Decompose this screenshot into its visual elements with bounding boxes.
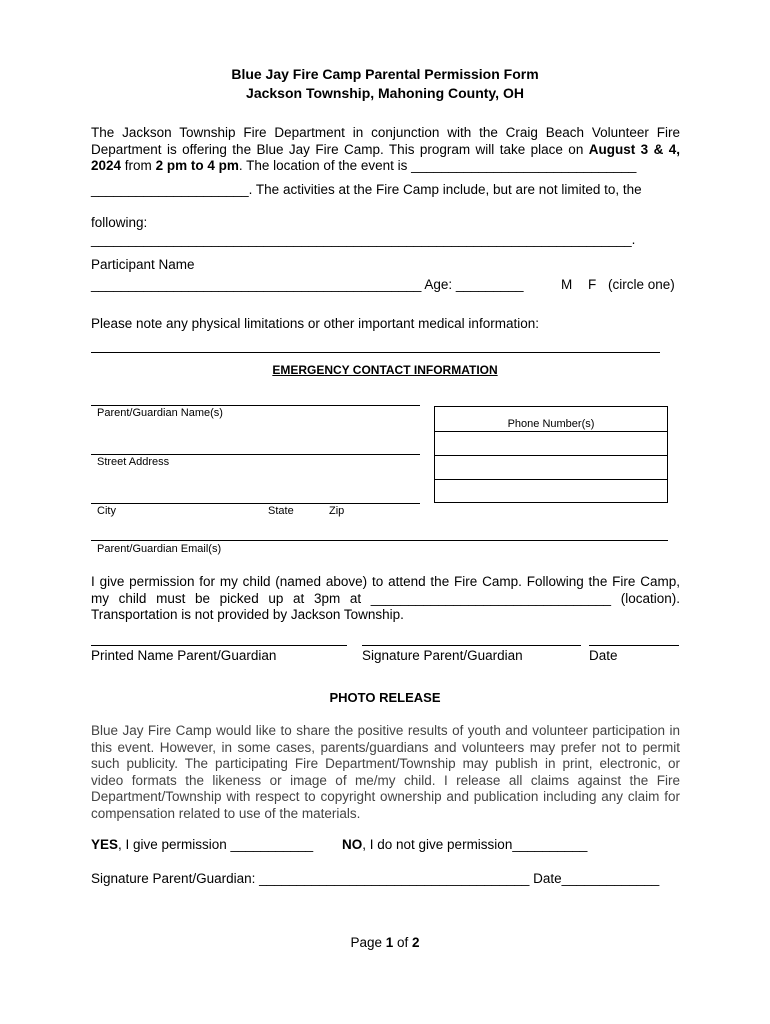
date-line[interactable] [589,645,679,646]
email-line[interactable] [91,540,668,541]
page-footer [0,935,770,950]
intro-line-3[interactable]: following: ________________________________________________________________________. [91,215,636,247]
zip-label: Zip [329,505,345,517]
medical-label: Please note any physical limitations or other important medical information: [91,316,539,331]
city-label: City [97,505,116,517]
photo-release-body: Blue Jay Fire Camp would like to share the positive results of youth and volunteer participation in this event. However, in some cases, parents/guardians and volunteers may prefer not to permit such publicity. The participating Fire Department/Township may publish in print, electronic, or video formats the likeness or image of me/my child. I release all claims against the Fire Department/Township with respect to copyright ownership and publication including any claim for compensation related to use of the materials. [91,723,680,821]
intro-text-b: from [121,158,156,173]
participant-name-field[interactable]: ____________________________________________ Age: _________ [91,277,524,292]
email-label: Parent/Guardian Email(s) [97,543,222,555]
phone-row-3[interactable] [435,479,667,480]
form-title: Blue Jay Fire Camp Parental Permission Form [231,66,539,82]
printed-name-label: Printed Name Parent/Guardian [91,648,277,663]
event-date: August 3 & 4, 2024 [91,141,680,173]
photo-signature-line[interactable]: Signature Parent/Guardian: ____________________________________ Date_____________ [91,871,660,886]
phone-row-1[interactable] [435,431,667,432]
emergency-heading: EMERGENCY CONTACT INFORMATION [272,363,498,377]
guardian-name-line[interactable] [91,405,420,406]
yes-label: YES [91,837,119,852]
phone-number-box [434,406,668,503]
yes-permission[interactable] [91,837,313,852]
intro-text-a: The Jackson Township Fire Department in conjunction with the Craig Beach Volunteer Fire Department is offering the Blue Jay Fire Camp. This program will take place on [91,125,680,157]
form-subtitle: Jackson Township, Mahoning County, OH [246,85,524,101]
gender-m[interactable]: M [561,277,573,292]
state-label: State [268,505,294,517]
intro-line-2[interactable]: _____________________. The activities at the Fire Camp include, but are not limited to, the [91,182,642,197]
city-state-zip-line[interactable] [91,503,420,504]
medical-field-line[interactable] [91,352,660,353]
page-word: Page [350,935,382,950]
signature-line[interactable] [362,645,581,646]
of-word: of [397,935,409,950]
page-total: 2 [412,935,420,950]
phone-label: Phone Number(s) [507,418,595,430]
no-permission[interactable] [342,837,587,852]
circle-one-note: (circle one) [608,277,675,292]
no-label: NO [342,837,363,852]
guardian-name-label: Parent/Guardian Name(s) [97,407,223,419]
street-line[interactable] [91,454,420,455]
printed-name-line[interactable] [91,645,347,646]
event-time: 2 pm to 4 pm [155,158,239,173]
phone-row-2[interactable] [435,455,667,456]
street-label: Street Address [97,456,170,468]
intro-paragraph [91,125,680,175]
no-text: , I do not give permission__________ [362,837,588,852]
participant-label: Participant Name [91,257,195,272]
signature-label: Signature Parent/Guardian [362,648,523,663]
intro-text-c[interactable]: . The location of the event is ______________________________ [238,158,637,173]
page-number: 1 [385,935,394,950]
permission-paragraph: I give permission for my child (named above) to attend the Fire Camp. Following the Fire Camp, my child must be picked up at 3pm at ________________________________ (location). Transportation is not provided by Jackson Township. [91,574,680,622]
gender-f[interactable]: F [588,277,597,292]
yes-text: , I give permission ___________ [118,837,314,852]
photo-release-heading: PHOTO RELEASE [329,690,441,705]
date-label: Date [589,648,618,663]
